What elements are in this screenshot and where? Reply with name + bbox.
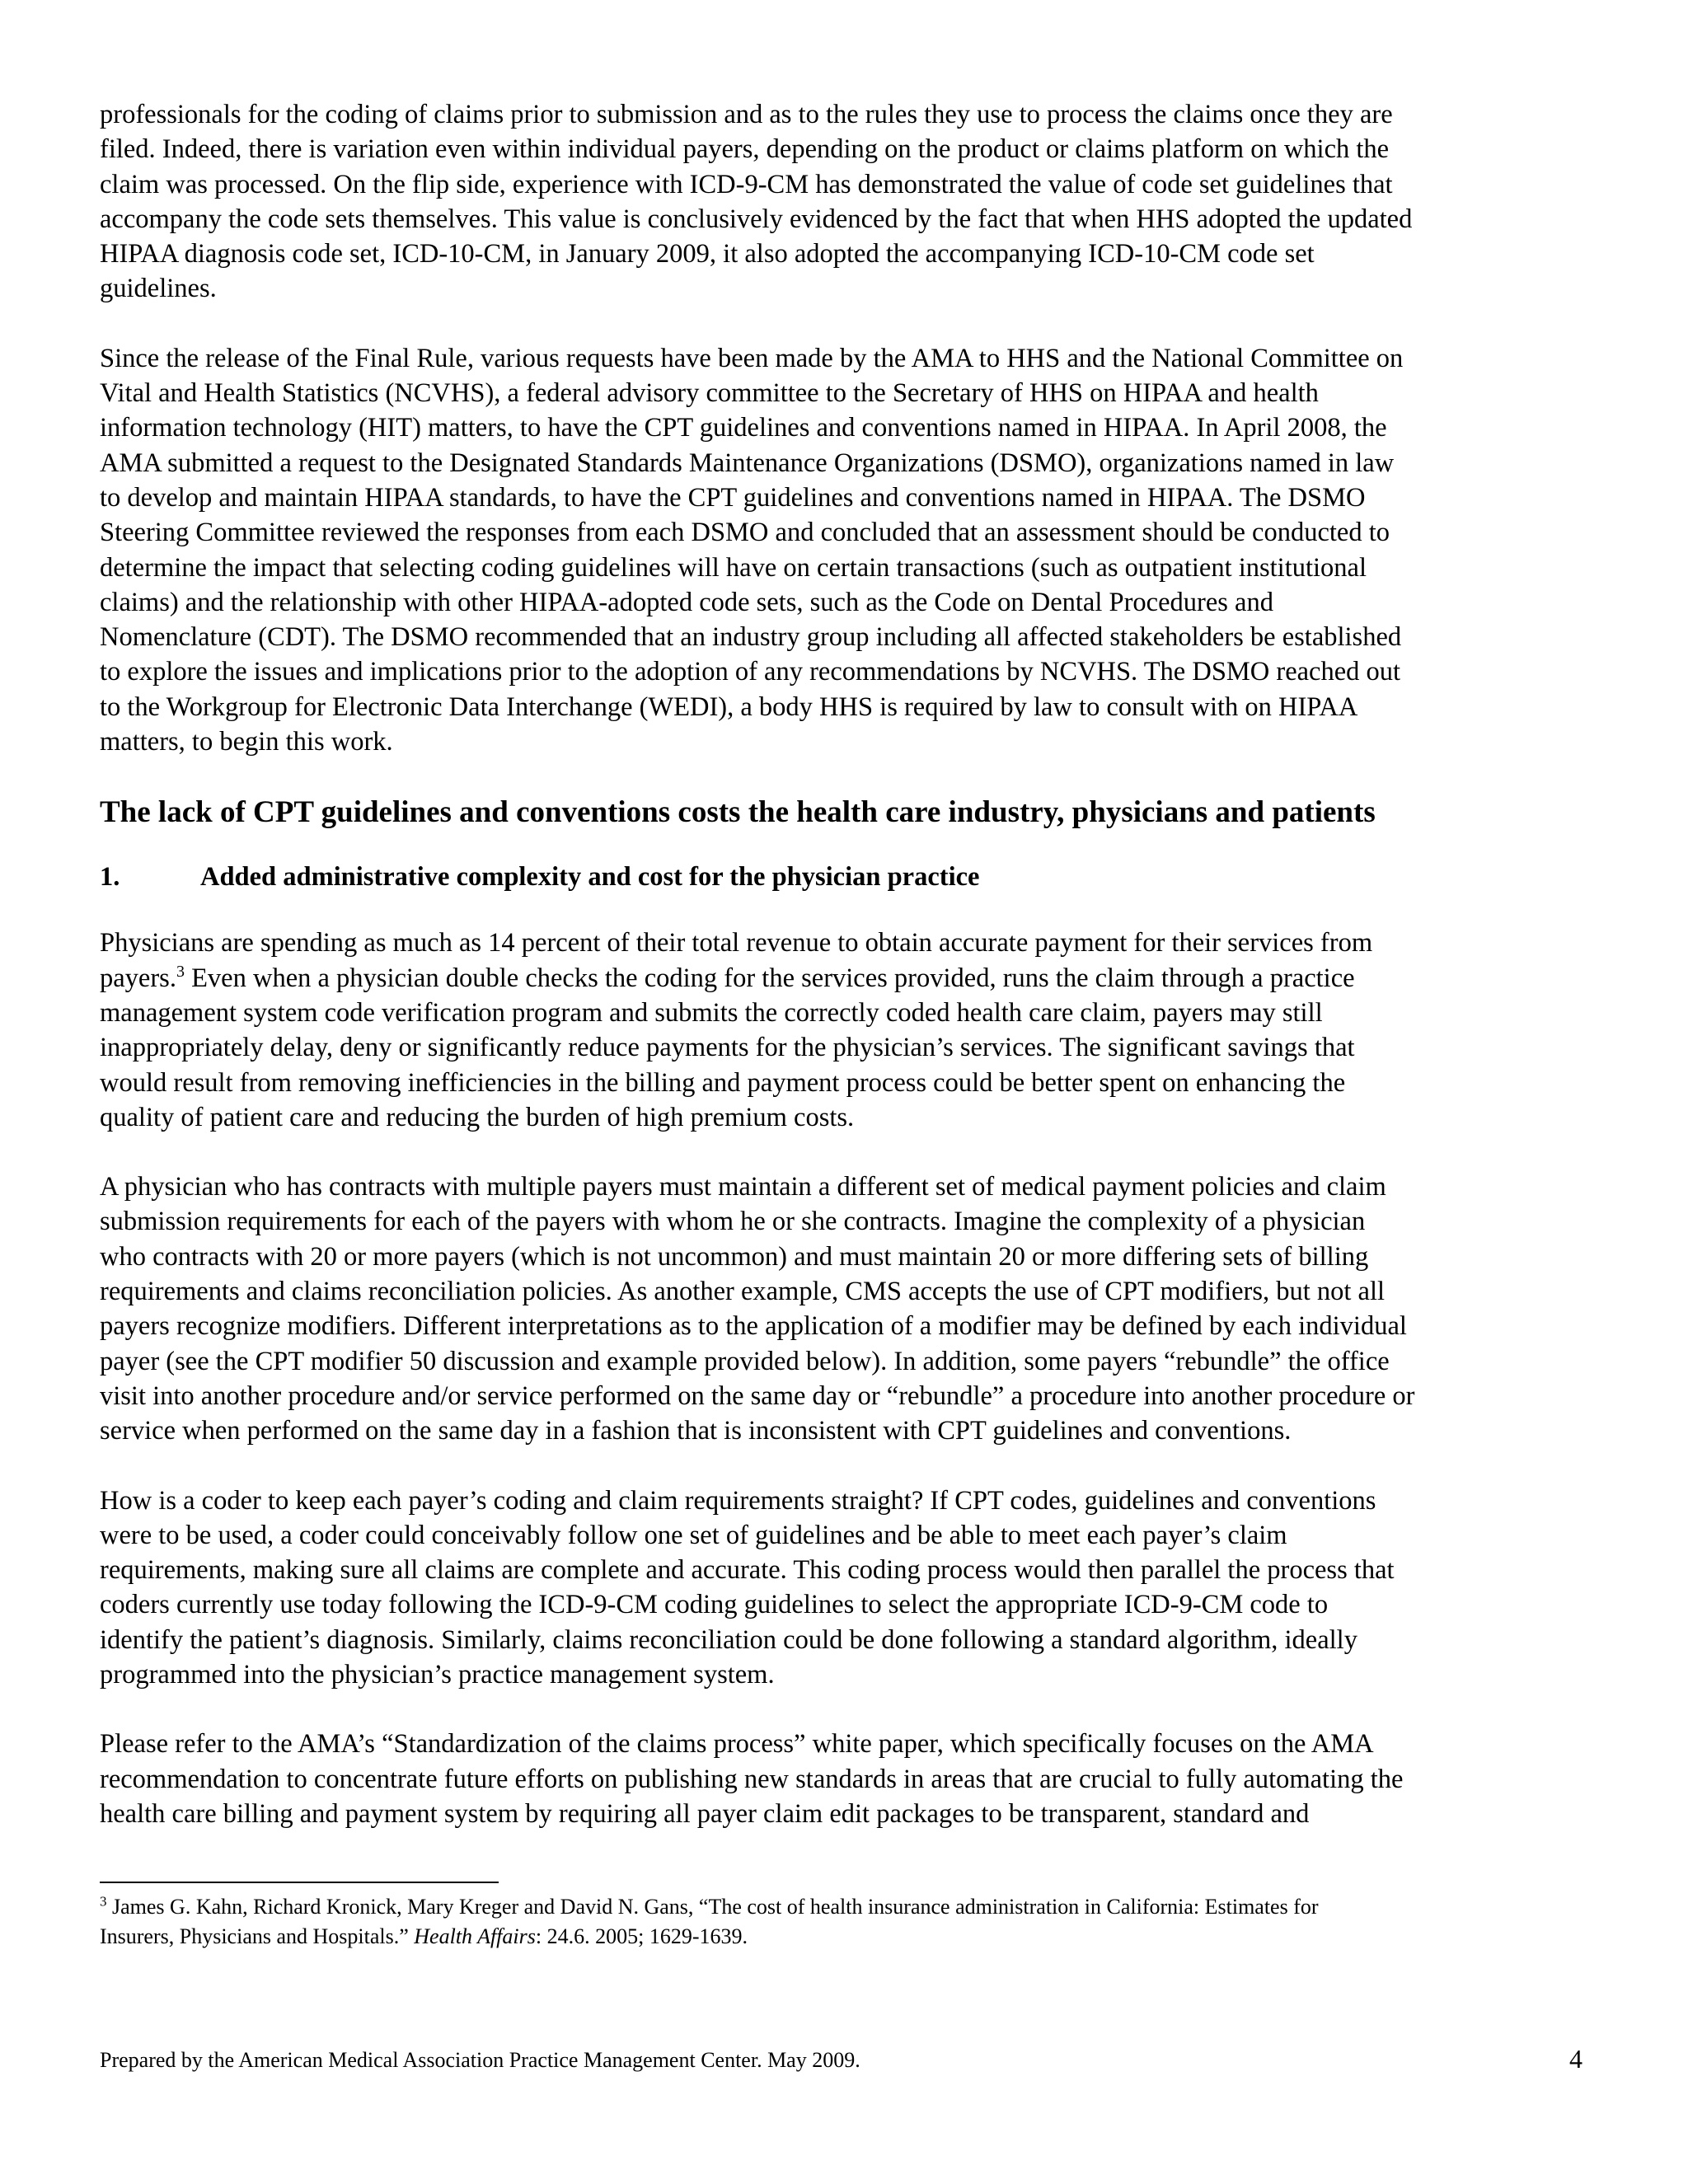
footnote-journal: Health Affairs xyxy=(414,1924,536,1948)
paragraph-multiple-payers: A physician who has contracts with multiple payers must maintain a different set of medical payment policies and claim submission requirements for each of the payers with whom he or she contracts. Imagine the complexity of a physician who contracts with 20 or more payers (which is not uncommon) and must maintain 20 or more differing sets of billing requirements and claims reconciliation policies. As another example, CMS accepts the use of CPT modifiers, but not all payers recognize modifiers. Different interpretations as to the application of a modifier may be defined by each individual payer (see the CPT modifier 50 discussion and example provided below). In addition, some payers “rebundle” the office visit into another procedure and/or service performed on the same day or “rebundle” a procedure into another procedure or service when performed on the same day in a fashion that is inconsistent with CPT guidelines and conventions. xyxy=(100,1172,1415,1446)
paragraph-hipaa-requests: Since the release of the Final Rule, various requests have been made by the AMA to HHS and the National Committee on Vital and Health Statistics (NCVHS), a federal advisory committee to the Secretary of HHS on HIPAA and health information technology (HIT) matters, to have the CPT guidelines and conventions named in HIPAA. In April 2008, the AMA submitted a request to the Designated Standards Maintenance Organizations (DSMO), organizations named in law to develop and maintain HIPAA standards, to have the CPT guidelines and conventions named in HIPAA. The DSMO Steering Committee reviewed the responses from each DSMO and concluded that an assessment should be conducted to determine the impact that selecting coding guidelines will have on certain transactions (such as outpatient institutional claims) and the relationship with other HIPAA-adopted code sets, such as the Code on Dental Procedures and Nomenclature (CDT). The DSMO recommended that an industry group including all affected stakeholders be established to explore the issues and implications prior to the adoption of any recommendations by NCVHS. The DSMO reached out to the Workgroup for Electronic Data Interchange (WEDI), a body HHS is required by law to consult with on HIPAA matters, to begin this work. xyxy=(100,343,1404,757)
page-number: 4 xyxy=(1569,2044,1582,2074)
paragraph-physician-revenue-start: Physicians are spending as much as 14 percent of their total revenue to obtain accurate payment for their services from payers. xyxy=(100,928,1373,993)
paragraph-code-set-variation: professionals for the coding of claims prior to submission and as to the rules they use to process the claims once they are filed. Indeed, there is variation even within individual payers, depending on the product or claims platform on which the claim was processed. On the flip side, experience with ICD-9-CM has demonstrated the value of code set guidelines that accompany the code sets themselves. This value is conclusively evidenced by the fact that when HHS adopted the updated HIPAA diagnosis code set, ICD-10-CM, in January 2009, it also adopted the accompanying ICD-10-CM code set guidelines. xyxy=(100,100,1413,304)
paragraph-physician-revenue xyxy=(100,926,1596,1135)
subsection-title: Added administrative complexity and cost for the physician practice xyxy=(200,862,980,893)
footnote xyxy=(100,1892,1596,1952)
paragraph-coder-requirements: How is a coder to keep each payer’s coding and claim requirements straight? If CPT codes, guidelines and conventions were to be used, a coder could conceivably follow one set of guidelines and be able to meet each payer’s claim requirements, making sure all claims are complete and accurate. This coding process would then parallel the process that coders currently use today following the ICD-9-CM coding guidelines to select the appropriate ICD-9-CM code to identify the patient’s diagnosis. Similarly, claims reconciliation could be done following a standard algorithm, ideally programmed into the physician’s practice management system. xyxy=(100,1485,1395,1690)
footnote-reference-3[interactable]: 3 xyxy=(176,962,185,981)
document-body xyxy=(100,97,1596,1866)
footnote-marker: 3 xyxy=(100,1893,107,1910)
footnote-divider xyxy=(100,1882,499,1883)
page-footer: Prepared by the American Medical Association Practice Management Center. May 2009. xyxy=(100,2048,860,2072)
subsection-number: 1. xyxy=(100,862,120,893)
paragraph-white-paper: Please refer to the AMA’s “Standardization of the claims process” white paper, which specifically focuses on the AMA recommendation to concentrate future efforts on publishing new standards in areas that are crucial to fully automating the health care billing and payment system by requiring all payer claim edit packages to be transparent, standard and xyxy=(100,1729,1404,1829)
section-heading: The lack of CPT guidelines and conventions costs the health care industry, physicians and patients xyxy=(100,795,1376,830)
subsection-heading xyxy=(100,860,1596,894)
paragraph-physician-revenue-rest: Even when a physician double checks the coding for the services provided, runs the claim through a practice management system code verification program and submits the correctly coded health care claim, payers may still inappropriately delay, deny or significantly reduce payments for the physician’s services. The significant savings that would result from removing inefficiencies in the billing and payment process could be better spent on enhancing the quality of patient care and reducing the burden of high premium costs. xyxy=(100,963,1355,1132)
footnote-text-end: : 24.6. 2005; 1629-1639. xyxy=(535,1924,748,1948)
footnote-text-start: James G. Kahn, Richard Kronick, Mary Kreger and David N. Gans, “The cost of health insurance administration in California: Estimates for Insurers, Physicians and Hospitals.” xyxy=(100,1895,1319,1948)
